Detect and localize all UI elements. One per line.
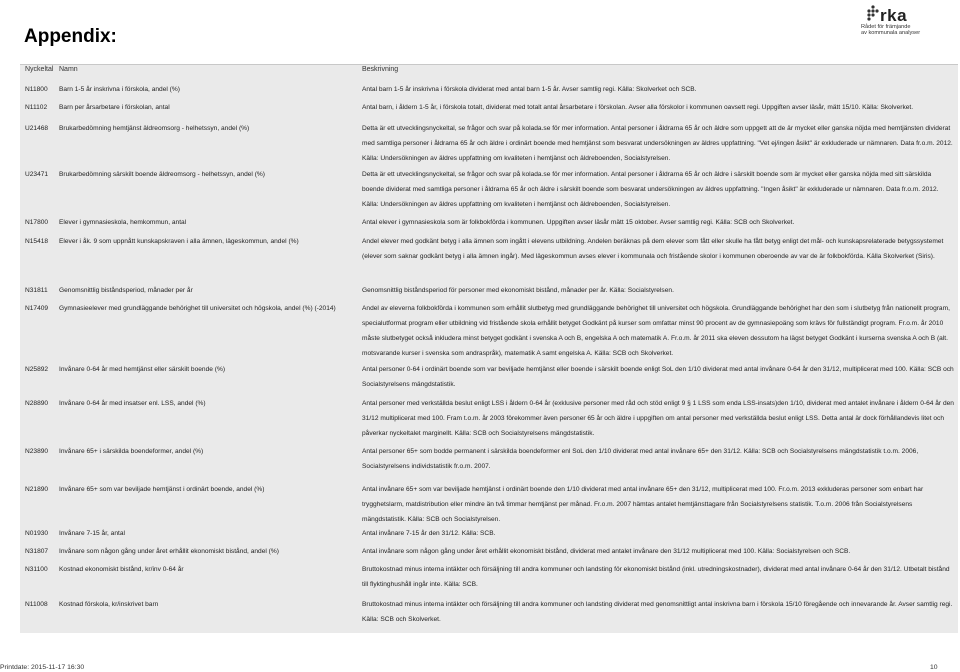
row-id: U23471 — [25, 171, 49, 178]
row-description: Antal personer 0-64 i ordinärt boende som var beviljade hemtjänst eller boende i särskilt boende enligt SoL den 1/10 dividerat med antal invånare 0-64 år den 31/12, multiplicerat med 100. Källa: SCB och Socialstyrelsens mängdstatistik. — [362, 366, 954, 388]
row-name: Kostnad förskola, kr/inskrivet barn — [59, 601, 159, 608]
row-description: Bruttokostnad minus interna intäkter och försäljning till andra kommuner och landsting dividerat med genomsnittligt antal inskrivna barn i förskola 15/10 föregående och innevarande år. Avser samtlig regi. Källa: SCB och Skolverket. — [362, 601, 953, 623]
row-name: Invånare 0-64 år med hemtjänst eller särskilt boende (%) — [59, 366, 226, 373]
row-id: N15418 — [25, 238, 49, 245]
column-header-namn: Namn — [59, 66, 78, 73]
row-id: N21890 — [25, 486, 49, 493]
row-id: N17800 — [25, 219, 49, 226]
row-id: N11102 — [25, 104, 48, 111]
row-id: N28890 — [25, 400, 49, 407]
row-description: Antal invånare som någon gång under året erhållit ekonomiskt bistånd, dividerat med antalet invånare den 31/12 multiplicerat med 100. Källa: Socialstyrelsen och SCB. — [362, 548, 851, 555]
rka-logo-subtitle-line-1: Rådet för främjande — [861, 24, 911, 30]
row-id: N31100 — [25, 566, 48, 573]
page-number: 10 — [930, 664, 938, 671]
row-id: N23890 — [25, 448, 49, 455]
row-description: Antal barn, i åldern 1-5 år, i förskola totalt, dividerat med totalt antal årsarbetare i förskolan. Avser alla förskolor i kommunen oavsett regi. Uppgiften avser läsår, mätt 15/10. Källa: Skolverket. — [362, 104, 914, 111]
column-header-nyckeltal: Nyckeltal — [25, 66, 54, 73]
rka-logo-subtitle-line-2: av kommunala analyser — [861, 30, 921, 37]
row-name: Invånare 7-15 år, antal — [59, 530, 125, 537]
row-name: Invånare 65+ som var beviljade hemtjänst i ordinärt boende, andel (%) — [59, 486, 265, 493]
row-description: Antal invånare 65+ som var beviljade hemtjänst i ordinärt boende den 1/10 dividerat med antal invånare 65+ den 31/12, multiplicerat med 100. Fr.o.m. 2013 exkluderas personer som enbart har trygghetslarm, matdistribution eller mindre än två timmar hemtjänst per månad. Fr.o.m. 2007 hämtas antalet hemtjänsttagare från Socialstyrelsens statistik. T.o.m. 2006 från Socialstyrelsens mängdstatistik. Källa: SCB och Socialstyrelsen. — [362, 486, 924, 523]
row-name: Barn per årsarbetare i förskolan, antal — [59, 104, 170, 111]
column-header-beskrivning: Beskrivning — [362, 66, 399, 73]
row-description: Andel av eleverna folkbokförda i kommunen som erhållit slutbetyg med grundläggande behörighet till universitet och högskola. Grundläggande behörighet har den som i slutbetyg från nationellt program, specialutformat program eller utbildning vid fristående skola erhållit betyget Godkänt på kurser som omfattar minst 90 procent av de gymnasiepoäng som krävs för fullständigt program. Fr.o.m. år 2010 måste slutbetyget också inkludera minst betyget godkänt i svenska A och B, engelska A och matematik A. Fr.o.m. år 2011 ska eleven dessutom ha lägst betyget Godkänt i kurserna svenska A och B (alt. motsvarande kurser i svenska som andraspråk), matematik A samt engelska A. Källa: SCB och Skolverket. — [362, 305, 950, 357]
key-figures-table — [20, 64, 958, 633]
row-name: Gymnasieelever med grundläggande behörighet till universitet och högskola, andel (%) (-2014) — [59, 305, 336, 312]
row-name: Barn 1-5 år inskrivna i förskola, andel (%) — [59, 86, 180, 93]
row-description: Antal barn 1-5 år inskrivna i förskola dividerat med antal barn 1-5 år. Avser samtlig regi. Källa: Skolverket och SCB. — [362, 86, 697, 93]
rka-logo-subtitle — [861, 24, 933, 37]
row-id: N31811 — [25, 287, 48, 294]
rka-logo-icon — [866, 5, 880, 21]
row-name: Elever i åk. 9 som uppnått kunskapskraven i alla ämnen, lägeskommun, andel (%) — [59, 238, 299, 245]
row-description: Andel elever med godkänt betyg i alla ämnen som ingått i elevens utbildning. Andelen beräknas på dem elever som fått eller skulle ha fått betyg enligt det mål- och kunskapsrelaterade betygssystemet (elever som saknar godkänt betyg i alla ämnen ingår). Med lägeskommun avses elever i kommunala och fristående skolor i kommunen oberoende av var de är folkbokförda. Källa Skolverket (Siris). — [362, 238, 944, 260]
row-description: Genomsnittlig biståndsperiod för personer med ekonomiskt bistånd, månader per år. Källa: Socialstyrelsen. — [362, 287, 674, 294]
row-id: N31807 — [25, 548, 49, 555]
row-description: Detta är ett utvecklingsnyckeltal, se frågor och svar på kolada.se för mer information. Antal personer i åldrarna 65 år och äldre som uppgett att de är mycket eller ganska nöjda med hemtjänsten dividerat med samtliga personer i åldrarna 65 år och äldre i ordinärt boende med hemtjänst som besvarat undersökningen av äldres uppfattning. "Vet ej/ingen åsikt" är exkluderade ur nämnaren. Data fr.o.m. 2012. Källa: Undersökningen av äldres uppfattning om kvaliteten i hemtjänst och äldreboenden, Socialstyrelsen. — [362, 125, 953, 162]
table-header — [20, 65, 958, 76]
row-name: Elever i gymnasieskola, hemkommun, antal — [59, 219, 187, 226]
row-description: Antal elever i gymnasieskola som är folkbokförda i kommunen. Uppgiften avser läsår mätt 15 oktober. Avser samtlig regi. Källa: SCB och Skolverket. — [362, 219, 795, 226]
row-name: Brukarbedömning hemtjänst äldreomsorg - helhetssyn, andel (%) — [59, 125, 250, 132]
row-id: N11800 — [25, 86, 48, 93]
row-id: N25892 — [25, 366, 49, 373]
row-id: U21468 — [25, 125, 49, 132]
row-name: Invånare som någon gång under året erhållit ekonomiskt bistånd, andel (%) — [59, 548, 279, 555]
row-description: Antal invånare 7-15 år den 31/12. Källa: SCB. — [362, 530, 496, 537]
rka-logo — [852, 4, 932, 38]
row-name: Kostnad ekonomiskt bistånd, kr/inv 0-64 år — [59, 566, 184, 573]
row-id: N11008 — [25, 601, 48, 608]
row-id: N01930 — [25, 530, 49, 537]
row-description: Bruttokostnad minus interna intäkter och försäljning till andra kommuner och landsting för ekonomiskt bistånd (inkl. utredningskostnader), dividerat med antal invånare 0-64 år den 31/12. Utbetalt bistånd till flyktinghushåll ingår inte. Källa: SCB. — [362, 566, 950, 588]
row-name: Invånare 0-64 år med insatser enl. LSS, andel (%) — [59, 400, 206, 407]
row-name: Genomsnittlig biståndsperiod, månader per år — [59, 287, 193, 294]
row-description: Detta är ett utvecklingsnyckeltal, se frågor och svar på kolada.se för mer information. Antal personer i åldrarna 65 år och äldre i särskilt boende som är mycket eller ganska nöjda med sitt särskilda boende dividerat med samtliga personer i åldrarna 65 år och äldre i särskilt boende som besvarat undersökningen av äldres uppfattning. "Ingen åsikt" är exkluderade ur nämnaren. Data fr.o.m. 2012. Källa: Undersökningen av äldres uppfattning om kvaliteten i hemtjänst och äldreboenden, Socialstyrelsen. — [362, 171, 939, 208]
row-id: N17409 — [25, 305, 49, 312]
row-description: Antal personer med verkställda beslut enligt LSS i åldern 0-64 år (exklusive personer med råd och stöd enligt 9 § 1 LSS som enda LSS-insats)den 1/10, dividerat med antalet invånare i åldern 0-64 år den 31/12 multiplicerat med 100. Fram t.o.m. år 2003 förekommer även personer 65 år och äldre i uppgiften om antal personer med verkställda beslut enligt LSS. Detta antal är dock förhållandevis litet och påverkar nyckeltalet marginellt. Källa: SCB och Socialstyrelsens mängdstatistik. — [362, 400, 954, 437]
row-description: Antal personer 65+ som bodde permanent i särskilda boendeformer enl SoL den 1/10 dividerat med antal invånare 65+ den 31/12. Källa: SCB och Socialstyrelsens mängdstatistik t.o.m. 2006, Socialstyrelsens individstatistik fr.o.m. 2007. — [362, 448, 919, 470]
print-date: Printdate: 2015-11-17 16:30 — [0, 664, 85, 671]
rka-logo-word: rka — [880, 6, 908, 25]
row-name: Invånare 65+ i särskilda boendeformer, andel (%) — [59, 448, 204, 455]
page-title: Appendix: — [24, 26, 117, 47]
row-name: Brukarbedömning särskilt boende äldreomsorg - helhetssyn, andel (%) — [59, 171, 265, 178]
